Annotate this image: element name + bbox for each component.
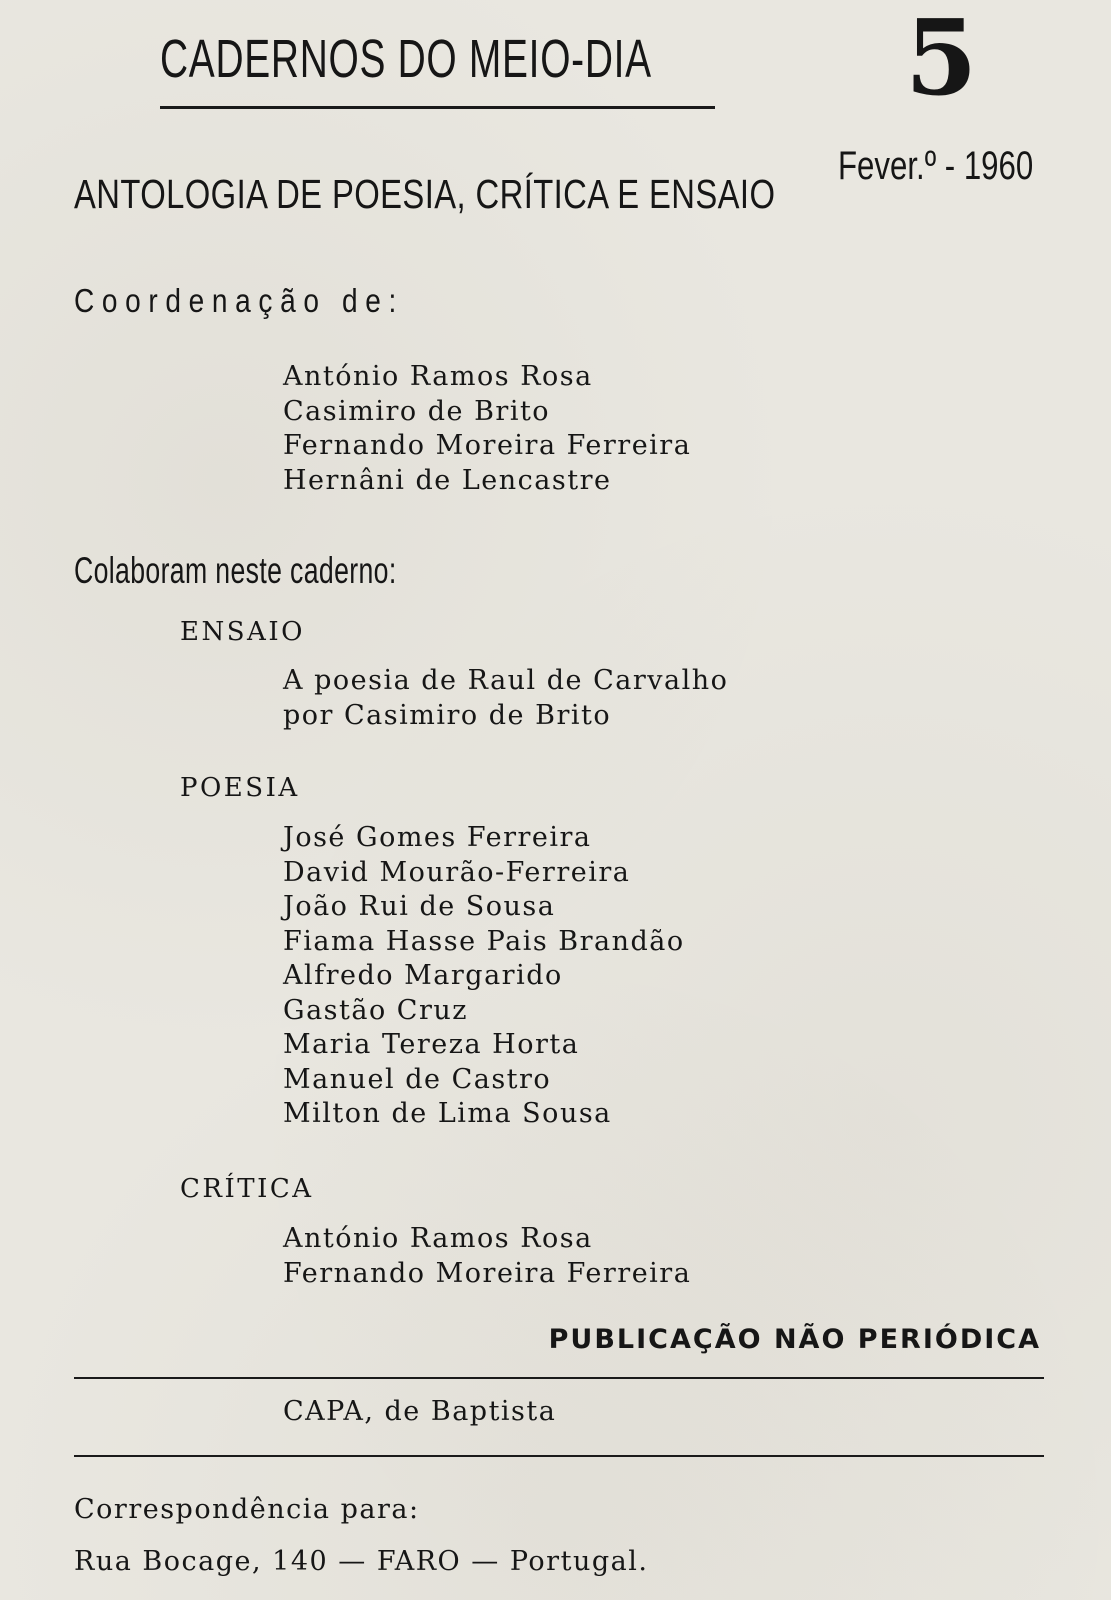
subtitle: ANTOLOGIA DE POESIA, CRÍTICA E ENSAIO: [74, 171, 776, 217]
contributors-heading: Colaboram neste caderno:: [74, 550, 397, 591]
coordinator-name: Fernando Moreira Ferreira: [283, 430, 692, 461]
publication-note: PUBLICAÇÃO NÃO PERIÓDICA: [548, 1324, 1041, 1355]
list-item: Fernando Moreira Ferreira: [283, 1257, 692, 1289]
list-item: Maria Tereza Horta: [283, 1029, 580, 1060]
section-label-critica: CRÍTICA: [180, 1174, 314, 1204]
list-item: José Gomes Ferreira: [283, 822, 592, 853]
divider: [74, 1377, 1044, 1379]
section-label-ensaio: ENSAIO: [180, 617, 305, 647]
coordinator-name: Casimiro de Brito: [283, 395, 551, 427]
section-label-poesia: POESIA: [180, 773, 300, 803]
list-item: João Rui de Sousa: [283, 891, 556, 922]
postal-address: Rua Bocage, 140 — FARO — Portugal.: [74, 1546, 649, 1577]
coordinator-list: [283, 360, 691, 498]
critica-list: [283, 1222, 691, 1291]
issue-number: 5: [905, 0, 978, 119]
coordination-heading: Coordenação de:: [74, 282, 404, 319]
journal-title: CADERNOS DO MEIO-DIA: [160, 29, 652, 89]
list-item: Milton de Lima Sousa: [283, 1098, 612, 1129]
divider: [74, 1455, 1044, 1457]
correspondence-label: Correspondência para:: [74, 1494, 420, 1525]
list-item: Fiama Hasse Pais Brandão: [283, 925, 685, 957]
coordinator-name: António Ramos Rosa: [283, 361, 593, 392]
coordinator-name: Hernâni de Lencastre: [283, 464, 612, 496]
list-item: António Ramos Rosa: [283, 1223, 593, 1254]
issue-date: Fever.º - 1960: [838, 144, 1034, 188]
list-item: David Mourão-Ferreira: [283, 856, 631, 888]
ensaio-list: [283, 664, 728, 733]
list-item: Gastão Cruz: [283, 994, 468, 1026]
title-underline: [160, 106, 715, 109]
cover-credit: CAPA, de Baptista: [283, 1396, 557, 1427]
list-item: por Casimiro de Brito: [283, 699, 612, 731]
poesia-list: [283, 821, 685, 1132]
list-item: Alfredo Margarido: [283, 960, 563, 991]
list-item: Manuel de Castro: [283, 1063, 552, 1095]
list-item: A poesia de Raul de Carvalho: [283, 665, 729, 696]
